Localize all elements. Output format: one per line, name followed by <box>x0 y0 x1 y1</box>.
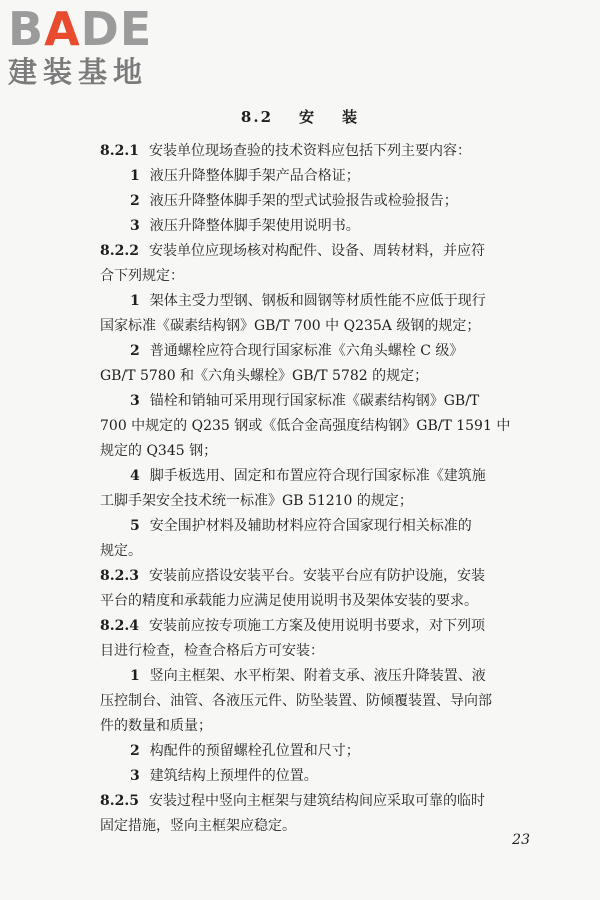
clause-line <box>100 789 546 814</box>
line-text: 安装前应按专项施工方案及使用说明书要求，对下列项 <box>148 618 485 634</box>
section-label-1: 安 <box>299 108 317 126</box>
line-text: 固定措施，竖向主框架应稳定。 <box>100 818 296 834</box>
clause-line <box>100 564 546 589</box>
list-item-line <box>100 339 546 364</box>
line-text: 工脚手架安全技术统一标准》GB 51210 的规定； <box>100 493 413 509</box>
line-text: 700 中规定的 Q235 钢或《低合金高强度结构钢》GB/T 1591 中 <box>100 418 511 434</box>
clause-number: 8.2.4 <box>100 618 139 634</box>
list-item-line <box>100 664 546 689</box>
line-text: 架体主受力型钢、钢板和圆钢等材质性能不应低于现行 <box>149 293 486 309</box>
item-number: 3 <box>130 393 140 409</box>
item-number: 3 <box>130 768 140 784</box>
clause-number: 8.2.2 <box>100 243 139 259</box>
line-text: 竖向主框架、水平桁架、附着支承、液压升降装置、液 <box>149 668 486 684</box>
list-item-line <box>100 389 546 414</box>
logo-subtitle: 建装基地 <box>8 55 149 89</box>
item-number: 2 <box>130 193 140 209</box>
line-text: 普通螺栓应符合现行国家标准《六角头螺栓 C 级》 <box>149 343 464 359</box>
logo-wordmark: BADE <box>8 2 153 56</box>
item-number: 1 <box>130 668 140 684</box>
line-text: 平台的精度和承载能力应满足使用说明书及架体安装的要求。 <box>100 593 478 609</box>
list-item-line <box>100 764 546 789</box>
continuation-line <box>100 639 546 664</box>
document-body <box>100 139 546 839</box>
item-number: 3 <box>130 218 140 234</box>
line-text: 规定。 <box>100 543 142 559</box>
item-number: 4 <box>130 468 140 484</box>
line-text: 安装单位应现场核对构配件、设备、周转材料，并应符 <box>148 243 485 259</box>
list-item-line <box>100 189 546 214</box>
clause-line <box>100 239 546 264</box>
section-title <box>0 106 600 127</box>
item-number: 5 <box>130 518 140 534</box>
line-text: 压控制台、油管、各液压元件、防坠装置、防倾覆装置、导向部 <box>100 693 492 709</box>
continuation-line <box>100 689 546 714</box>
clause-line <box>100 614 546 639</box>
item-number: 2 <box>130 343 140 359</box>
line-text: 液压升降整体脚手架的型式试验报告或检验报告； <box>149 193 458 209</box>
list-item-line <box>100 164 546 189</box>
continuation-line <box>100 314 546 339</box>
continuation-line <box>100 364 546 389</box>
line-text: 安装过程中竖向主框架与建筑结构间应采取可靠的临时 <box>148 793 485 809</box>
continuation-line <box>100 414 546 439</box>
clause-number: 8.2.1 <box>100 143 139 159</box>
line-text: 合下列规定： <box>100 268 184 284</box>
continuation-line <box>100 539 546 564</box>
line-text: 安装前应搭设安装平台。安装平台应有防护设施，安装 <box>148 568 485 584</box>
line-text: 脚手板选用、固定和布置应符合现行国家标准《建筑施 <box>149 468 486 484</box>
list-item-line <box>100 739 546 764</box>
line-text: 建筑结构上预埋件的位置。 <box>149 768 318 784</box>
line-text: 液压升降整体脚手架使用说明书。 <box>149 218 360 234</box>
line-text: GB/T 5780 和《六角头螺栓》GB/T 5782 的规定； <box>100 368 429 384</box>
list-item-line <box>100 514 546 539</box>
continuation-line <box>100 264 546 289</box>
line-text: 安全围护材料及辅助材料应符合国家现行相关标准的 <box>149 518 472 534</box>
line-text: 目进行检查，检查合格后方可安装： <box>100 643 324 659</box>
line-text: 构配件的预留螺栓孔位置和尺寸； <box>149 743 360 759</box>
line-text: 安装单位现场查验的技术资料应包括下列主要内容： <box>148 143 471 159</box>
list-item-line <box>100 289 546 314</box>
list-item-line <box>100 214 546 239</box>
page-number: 23 <box>512 832 530 848</box>
section-label-2: 装 <box>342 108 360 126</box>
continuation-line <box>100 714 546 739</box>
clause-number: 8.2.5 <box>100 793 139 809</box>
item-number: 1 <box>130 293 140 309</box>
line-text: 国家标准《碳素结构钢》GB/T 700 中 Q235A 级钢的规定； <box>100 318 481 334</box>
line-text: 锚栓和销轴可采用现行国家标准《碳素结构钢》GB/T <box>149 393 480 409</box>
logo-accent-letter: A <box>44 2 81 56</box>
continuation-line <box>100 814 546 839</box>
brand-logo <box>8 2 178 89</box>
line-text: 液压升降整体脚手架产品合格证； <box>149 168 360 184</box>
item-number: 2 <box>130 743 140 759</box>
clause-number: 8.2.3 <box>100 568 139 584</box>
clause-line <box>100 139 546 164</box>
list-item-line <box>100 464 546 489</box>
section-number: 8.2 <box>240 108 274 126</box>
continuation-line <box>100 489 546 514</box>
item-number: 1 <box>130 168 140 184</box>
continuation-line <box>100 439 546 464</box>
line-text: 件的数量和质量； <box>100 718 212 734</box>
line-text: 规定的 Q345 钢； <box>100 443 218 459</box>
continuation-line <box>100 589 546 614</box>
